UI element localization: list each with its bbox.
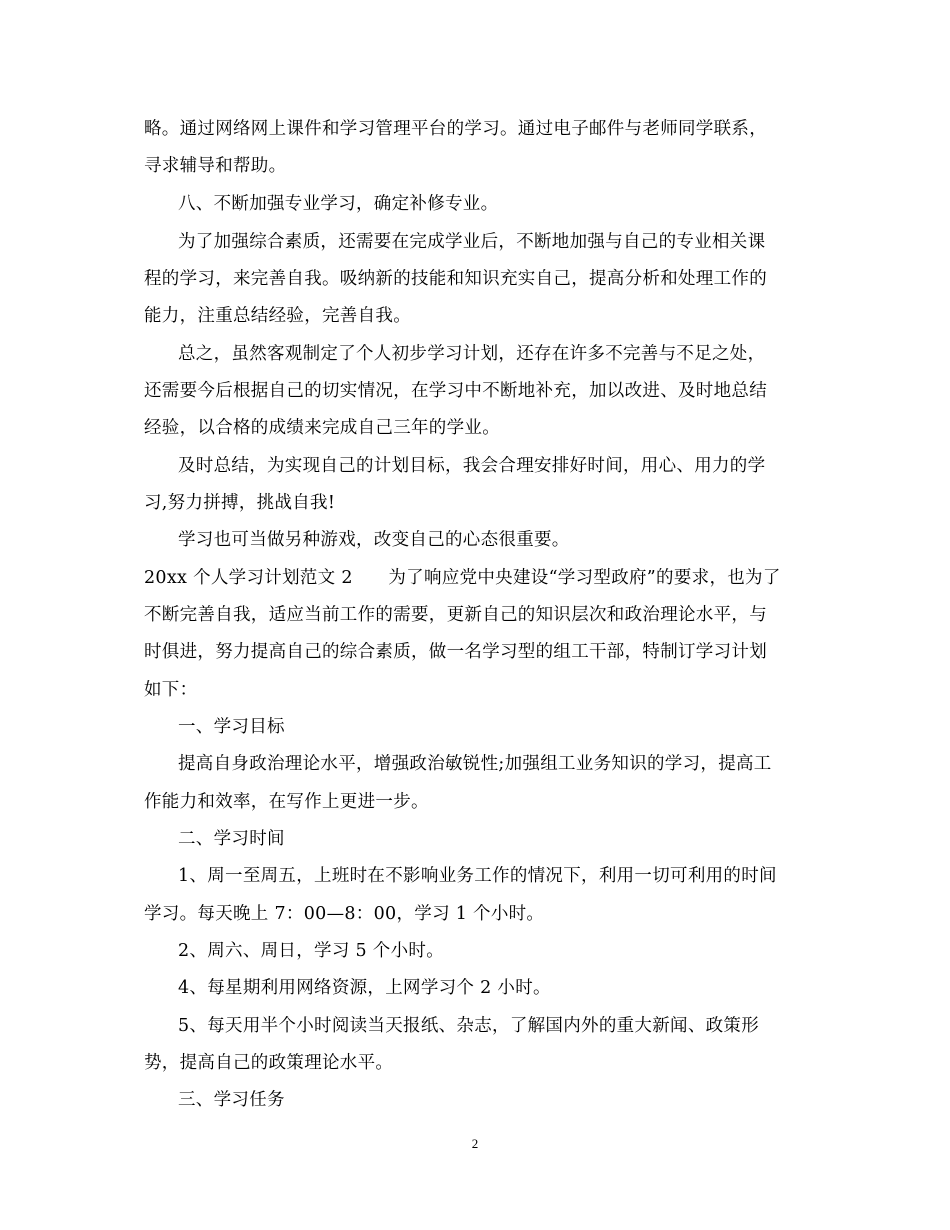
text-line: 略。通过网络网上课件和学习管理平台的学习。通过电子邮件与老师同学联系， (144, 119, 767, 139)
text-line: 经验，以合格的成绩来完成自己三年的学业。 (144, 418, 500, 438)
page-number: 2 (471, 1136, 479, 1151)
text-line: 2、周六、周日，学习 5 个小时。 (178, 941, 444, 961)
text-line: 为了加强综合素质，还需要在完成学业后，不断地加强与自己的专业相关课 (178, 232, 766, 252)
text-line: 时俱进，努力提高自己的综合素质，做一名学习型的组工干部，特制订学习计划 (144, 642, 767, 662)
text-line: 习,努力拼搏，挑战自我! (144, 493, 336, 513)
text-line: 势，提高自己的政策理论水平。 (144, 1053, 394, 1073)
text-line: 5、每天用半个小时阅读当天报纸、杂志，了解国内外的重大新闻、政策形 (178, 1016, 760, 1036)
text-line: 及时总结，为实现自己的计划目标，我会合理安排好时间，用心、用力的学 (178, 456, 766, 476)
text-line: 不断完善自我，适应当前工作的需要，更新自己的知识层次和政治理论水平，与 (144, 605, 767, 625)
text-line: 能力，注重总结经验，完善自我。 (144, 306, 411, 326)
section-heading: 一、学习目标 (178, 717, 285, 737)
text-line: 1、周一至周五，上班时在不影响业务工作的情况下，利用一切可利用的时间 (178, 866, 777, 886)
text-line: 寻求辅导和帮助。 (144, 156, 287, 176)
text-line: 20xx 个人学习计划范文 2 为了响应党中央建设“学习型政府”的要求，也为了 (144, 568, 781, 588)
text-line: 学习也可当做另种游戏，改变自己的心态很重要。 (178, 530, 570, 550)
text-line: 作能力和效率，在写作上更进一步。 (144, 792, 429, 812)
text-line: 4、每星期利用网络资源，上网学习个 2 小时。 (178, 978, 551, 998)
text-line: 如下： (144, 680, 198, 700)
text-line: 总之，虽然客观制定了个人初步学习计划，还存在许多不完善与不足之处， (178, 344, 766, 364)
text-line: 提高自身政治理论水平，增强政治敏锐性;加强组工业务知识的学习，提高工 (178, 754, 772, 774)
text-line: 还需要今后根据自己的切实情况，在学习中不断地补充，加以改进、及时地总结 (144, 381, 767, 401)
text-line: 程的学习，来完善自我。吸纳新的技能和知识充实自己，提高分析和处理工作的 (144, 269, 767, 289)
section-heading: 三、学习任务 (178, 1090, 285, 1110)
section-heading: 八、不断加强专业学习，确定补修专业。 (178, 194, 499, 214)
section-heading: 二、学习时间 (178, 829, 285, 849)
text-line: 学习。每天晚上 7：00—8：00，学习 1 个小时。 (144, 904, 545, 924)
